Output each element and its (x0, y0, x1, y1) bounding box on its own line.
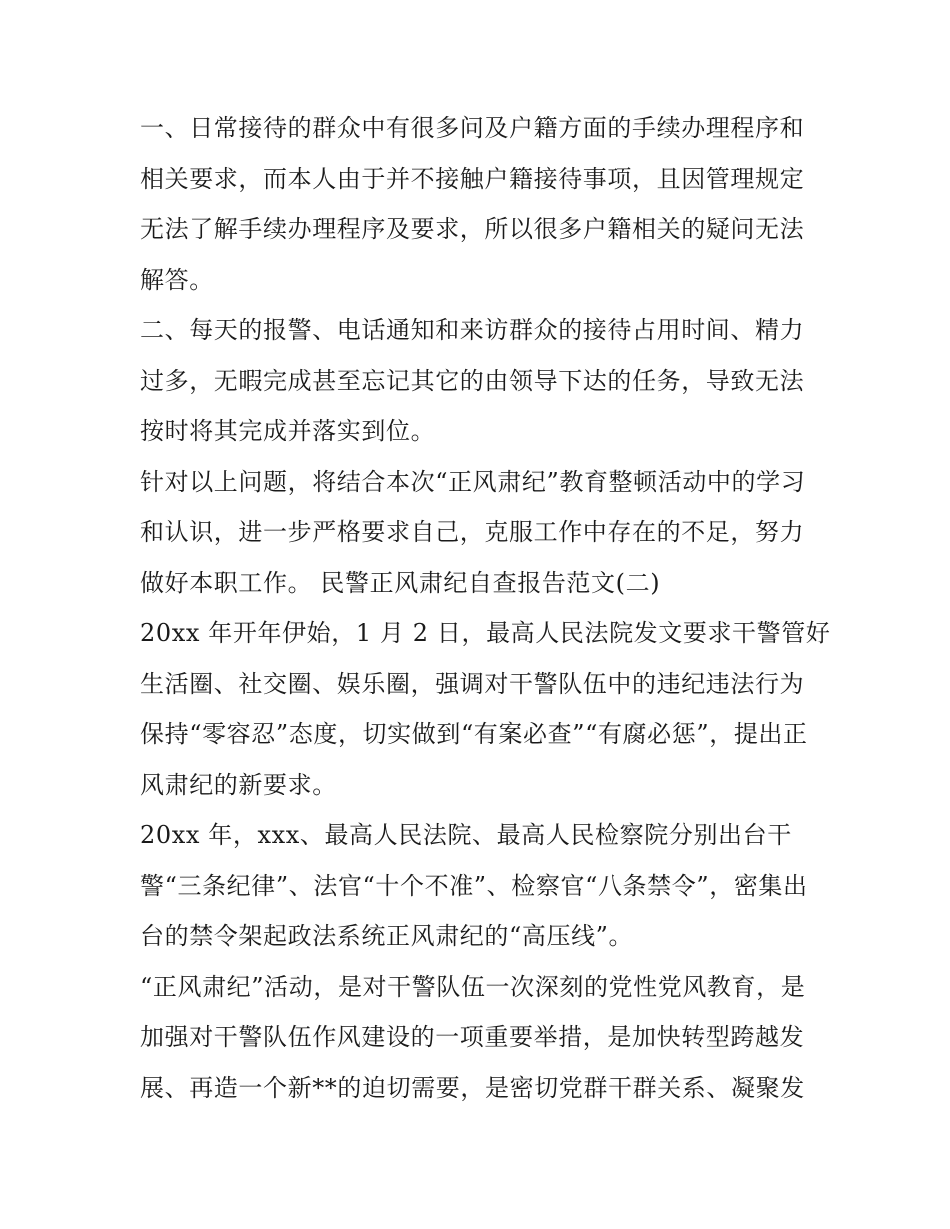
text-line: 20xx 年，xxx、最高人民法院、最高人民检察院分别出台干 (140, 821, 792, 849)
text-line: 相关要求，而本人由于并不接触户籍接待事项，且因管理规定 (140, 164, 805, 193)
text-line: 一、日常接待的群众中有很多问及户籍方面的手续办理程序和 (140, 114, 805, 142)
text-line: “正风肃纪”活动，是对干警队伍一次深刻的党性党风教育，是 (140, 972, 806, 1001)
text-line: 展、再造一个新**的迫切需要，是密切党群干群关系、凝聚发 (140, 1073, 805, 1102)
text-line: 过多，无暇完成甚至忘记其它的由领导下达的任务，导致无法 (140, 366, 805, 395)
text-line: 按时将其完成并落实到位。 (140, 417, 436, 445)
text-line: 解答。 (140, 265, 214, 294)
text-line: 做好本职工作。 民警正风肃纪自查报告范文(二) (140, 568, 661, 597)
text-line: 20xx 年开年伊始，1 月 2 日，最高人民法院发文要求干警管好 (140, 619, 831, 647)
text-line: 风肃纪的新要求。 (140, 770, 337, 799)
text-line: 二、每天的报警、电话通知和来访群众的接待占用时间、精力 (140, 316, 805, 344)
text-line: 生活圈、社交圈、娱乐圈，强调对干警队伍中的违纪违法行为 (140, 669, 805, 698)
text-line: 无法了解手续办理程序及要求，所以很多户籍相关的疑问无法 (140, 215, 805, 243)
text-line: 加强对干警队伍作风建设的一项重要举措，是加快转型跨越发 (140, 1023, 805, 1051)
text-line: 保持“零容忍”态度，切实做到“有案必查”“有腐必惩”，提出正 (140, 720, 808, 748)
document-body (140, 103, 831, 1113)
text-line: 台的禁令架起政法系统正风肃纪的“高压线”。 (140, 922, 634, 950)
text-line: 针对以上问题，将结合本次“正风肃纪”教育整顿活动中的学习 (140, 467, 806, 496)
text-line: 警“三条纪律”、法官“十个不准”、检察官“八条禁令”，密集出 (140, 871, 808, 900)
text-line: 和认识，进一步严格要求自己，克服工作中存在的不足，努力 (140, 518, 805, 546)
